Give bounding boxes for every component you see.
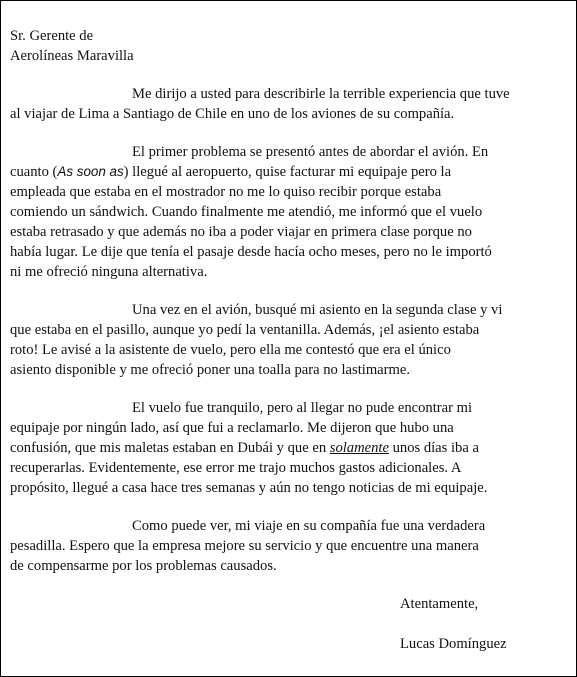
paragraph-4-line-1: El vuelo fue tranquilo, pero al llegar no pude encontrar mi	[132, 400, 472, 416]
paragraph-4-line-5: propósito, llegué a casa hace tres semanas y aún no tengo noticias de mi equipaje.	[10, 480, 488, 496]
closing: Atentamente,	[400, 596, 479, 612]
paragraph-3-line-3: roto! Le avisé a la asistente de vuelo, pero ella me contestó que era el único	[10, 342, 451, 358]
paragraph-5-line-2: pesadilla. Espero que la empresa mejore su servicio y que encuentre una manera	[10, 538, 479, 554]
paragraph-4-line-4: recuperarlas. Evidentemente, ese error me trajo muchos gastos adicionales. A	[10, 460, 462, 476]
paragraph-4-line-2: equipaje por ningún lado, así que fui a reclamarlo. Me dijeron que hubo una	[10, 420, 454, 436]
paragraph-1-line-2: al viajar de Lima a Santiago de Chile en uno de los aviones de su compañía.	[10, 106, 455, 122]
paragraph-5-line-3: de compensarme por los problemas causados.	[10, 558, 277, 574]
paragraph-2-line-1: El primer problema se presentó antes de abordar el avión. En	[132, 144, 489, 160]
recipient-line-2: Aerolíneas Maravilla	[10, 48, 134, 64]
paragraph-4-text: confusión, que mis maletas estaban en Dubái y que en	[10, 440, 330, 456]
paragraph-2-line-3: empleada que estaba en el mostrador no me lo quiso recibir porque estaba	[10, 184, 442, 200]
recipient-line-1: Sr. Gerente de	[10, 28, 94, 44]
paragraph-5-line-1: Como puede ver, mi viaje en su compañía fue una verdadera	[132, 518, 486, 534]
paragraph-4-line-3	[10, 438, 479, 458]
paragraph-4-text: unos días iba a	[388, 440, 479, 456]
paragraph-2-text: ) llegué al aeropuerto, quise facturar mi equipaje pero la	[123, 164, 452, 180]
paragraph-2-line-7: ni me ofreció ninguna alternativa.	[10, 264, 208, 280]
paragraph-1-line-1: Me dirijo a usted para describirle la terrible experiencia que tuve	[132, 86, 510, 102]
paragraph-3-line-2: que estaba en el pasillo, aunque yo pedí la ventanilla. Además, ¡el asiento estaba	[10, 322, 480, 338]
signature: Lucas Domínguez	[400, 636, 507, 652]
paragraph-2-line-5: estaba retrasado y que además no iba a poder viajar en primera clase porque no	[10, 224, 472, 240]
paragraph-2-line-6: había lugar. Le dije que tenía el pasaje desde hacía ocho meses, pero no le importó	[10, 244, 492, 260]
underlined-word: solamente	[329, 440, 389, 456]
paragraph-3-line-4: asiento disponible y me ofreció poner una toalla para no lastimarme.	[10, 362, 410, 378]
paragraph-2-line-2	[10, 162, 451, 182]
paragraph-3-line-1: Una vez en el avión, busqué mi asiento en la segunda clase y vi	[132, 302, 503, 318]
english-gloss: As soon as	[57, 164, 124, 179]
paragraph-2-text: cuanto (	[10, 164, 58, 180]
paragraph-2-line-4: comiendo un sándwich. Cuando finalmente me atendió, me informó que el vuelo	[10, 204, 483, 220]
